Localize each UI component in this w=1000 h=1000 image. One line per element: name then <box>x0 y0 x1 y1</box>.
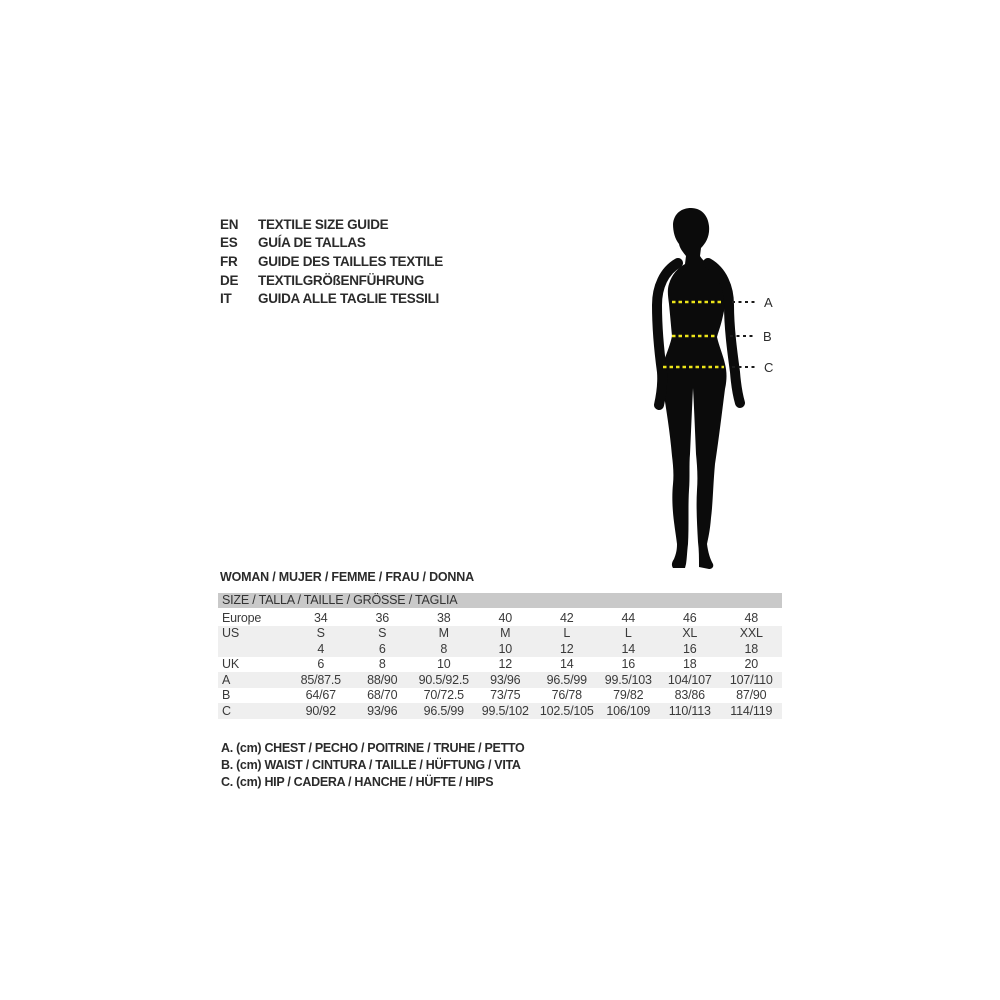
language-label: GUÍA DE TALLAS <box>258 235 366 251</box>
language-code: EN <box>220 216 239 232</box>
size-table-header: SIZE / TALLA / TAILLE / GRÖSSE / TAGLIA <box>218 593 782 608</box>
size-cell: 10 <box>436 657 451 672</box>
size-cell: 83/86 <box>674 688 705 703</box>
size-cell: 90.5/92.5 <box>418 672 469 687</box>
size-cell: 16 <box>621 657 635 672</box>
size-cell: 12 <box>498 657 512 672</box>
marker-label-a: A <box>764 295 773 310</box>
size-cell: 114/119 <box>730 703 773 718</box>
language-code: IT <box>220 291 232 307</box>
size-cell: 34 <box>313 610 328 625</box>
size-cell: 88/90 <box>367 672 398 687</box>
size-cell: 8 <box>440 641 448 656</box>
row-label: UK <box>222 657 239 672</box>
language-list <box>220 215 443 308</box>
size-cell: 93/96 <box>490 672 521 687</box>
size-cell: 38 <box>436 610 451 625</box>
measurement-legend <box>221 740 524 791</box>
size-cell: 18 <box>682 657 697 672</box>
row-label: B <box>222 688 231 703</box>
section-title: WOMAN / MUJER / FEMME / FRAU / DONNA <box>220 570 474 584</box>
size-cell: 96.5/99 <box>546 672 587 687</box>
size-cell: 64/67 <box>305 688 336 703</box>
size-cell: 46 <box>682 610 697 625</box>
legend-line-chest: A. (cm) CHEST / PECHO / POITRINE / TRUHE / PETTO <box>221 741 525 755</box>
size-cell: 99.5/103 <box>604 672 652 687</box>
size-table-wrap <box>218 593 782 719</box>
size-cell: 4 <box>317 641 325 656</box>
table-row-hip <box>218 703 782 719</box>
marker-label-b: B <box>763 329 772 344</box>
size-cell: 6 <box>378 641 386 656</box>
size-cell: 104/107 <box>667 672 712 687</box>
legend-line-hip: C. (cm) HIP / CADERA / HANCHE / HÜFTE / HIPS <box>221 775 494 789</box>
size-cell: 18 <box>744 641 758 656</box>
connector-dash-b <box>730 335 756 337</box>
size-cell: 106/109 <box>606 703 651 718</box>
size-cell: 110/113 <box>668 703 711 718</box>
language-code: FR <box>220 253 238 269</box>
table-row-us-letters <box>218 626 782 642</box>
language-label: GUIDE DES TAILLES TEXTILE <box>258 253 444 269</box>
row-label: Europe <box>222 610 262 625</box>
table-row-europe <box>218 610 782 626</box>
size-cell: M <box>500 626 511 641</box>
connector-dash-c <box>732 366 758 368</box>
size-cell: 96.5/99 <box>423 703 464 718</box>
language-label: TEXTILE SIZE GUIDE <box>258 216 389 232</box>
row-label: C <box>222 703 231 718</box>
size-cell: 90/92 <box>305 703 336 718</box>
size-cell: L <box>563 626 571 641</box>
size-cell: 10 <box>498 641 512 656</box>
size-cell: 68/70 <box>367 688 398 703</box>
size-cell: XL <box>682 626 698 641</box>
size-cell: 76/78 <box>551 688 582 703</box>
size-cell: 79/82 <box>613 688 644 703</box>
table-row-waist <box>218 688 782 704</box>
row-label: A <box>222 672 231 687</box>
size-cell: 70/72.5 <box>423 688 464 703</box>
table-row-us-numbers <box>218 641 782 657</box>
language-row-it <box>220 289 443 308</box>
row-label <box>218 641 290 657</box>
size-cell: 102.5/105 <box>539 703 594 718</box>
language-row-en <box>220 215 443 234</box>
language-label: GUIDA ALLE TAGLIE TESSILI <box>258 291 439 307</box>
size-cell: 107/110 <box>729 672 773 687</box>
language-label: TEXTILGRÖßENFÜHRUNG <box>258 272 425 288</box>
table-row-chest <box>218 672 782 688</box>
woman-silhouette <box>645 206 755 572</box>
size-cell: 14 <box>621 641 635 656</box>
size-cell: 93/96 <box>367 703 398 718</box>
connector-dash-a <box>732 301 758 303</box>
table-row-uk <box>218 657 782 673</box>
size-cell: XXL <box>739 626 763 641</box>
size-cell: 40 <box>498 610 512 625</box>
legend-line-waist: B. (cm) WAIST / CINTURA / TAILLE / HÜFTUNG / VITA <box>221 758 521 772</box>
size-cell: 42 <box>559 610 574 625</box>
size-cell: 44 <box>621 610 635 625</box>
size-table <box>218 610 782 719</box>
size-cell: 73/75 <box>490 688 521 703</box>
size-cell: 12 <box>559 641 574 656</box>
size-cell: 14 <box>559 657 574 672</box>
size-cell: 8 <box>378 657 386 672</box>
size-cell: S <box>378 626 387 641</box>
language-row-de <box>220 271 443 290</box>
size-cell: L <box>624 626 632 641</box>
language-row-es <box>220 234 443 253</box>
language-code: ES <box>220 235 238 251</box>
size-cell: 85/87.5 <box>300 672 341 687</box>
size-cell: 20 <box>744 657 758 672</box>
size-cell: 99.5/102 <box>481 703 529 718</box>
size-cell: 36 <box>375 610 389 625</box>
size-cell: M <box>438 626 449 641</box>
row-label: US <box>222 626 239 641</box>
woman-silhouette-figure <box>645 206 755 572</box>
language-row-fr <box>220 252 443 271</box>
marker-label-c: C <box>764 360 774 375</box>
size-cell: 6 <box>317 657 325 672</box>
size-cell: S <box>316 626 325 641</box>
size-cell: 87/90 <box>736 688 767 703</box>
size-cell: 16 <box>682 641 697 656</box>
language-code: DE <box>220 272 239 288</box>
size-cell: 48 <box>744 610 758 625</box>
